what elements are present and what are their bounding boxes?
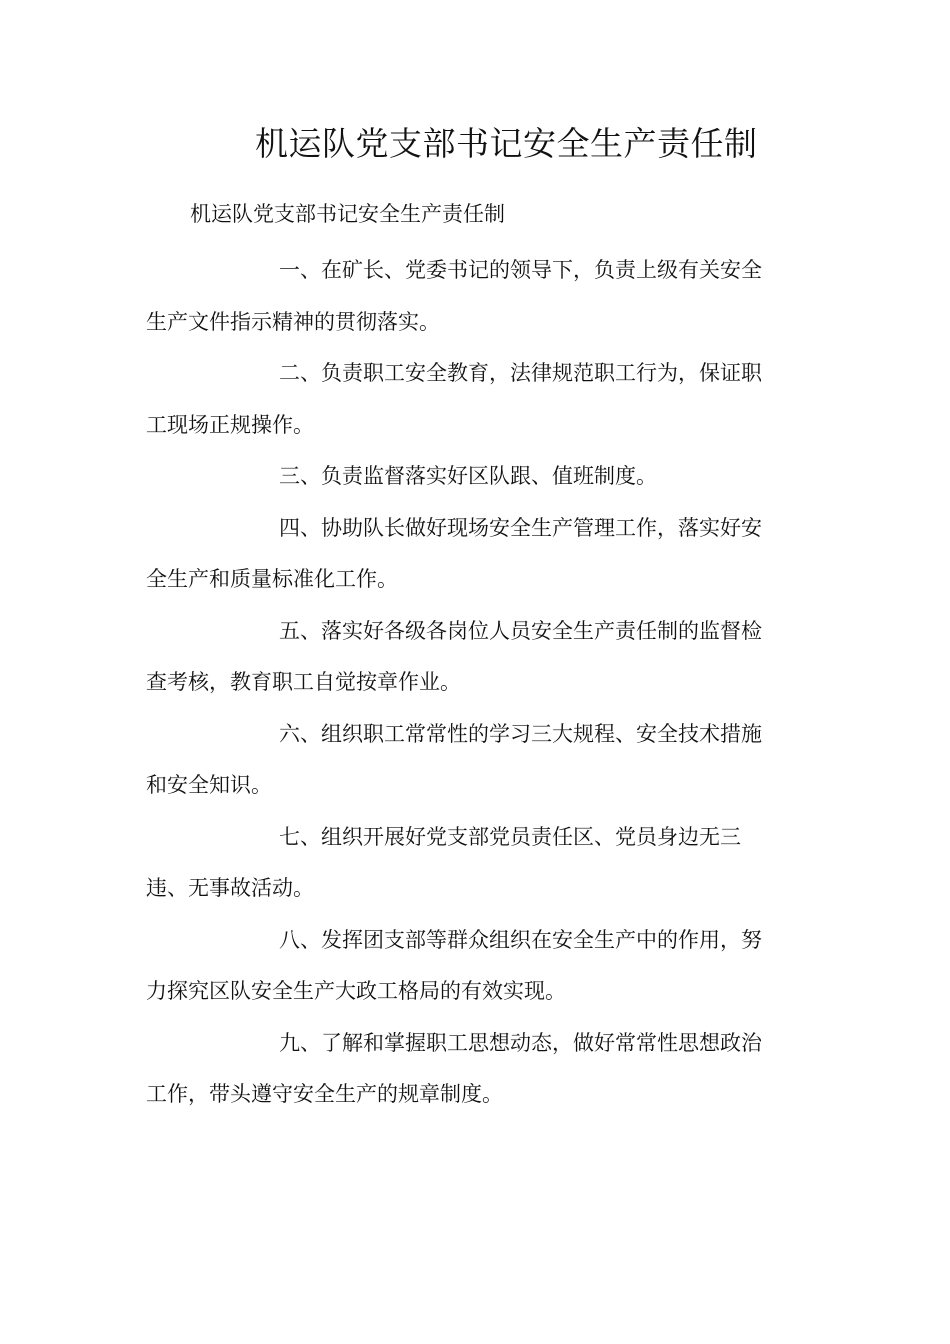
- document-title: 机运队党支部书记安全生产责任制: [255, 124, 758, 163]
- clause-list: [146, 245, 796, 1121]
- clause-item: [146, 709, 796, 812]
- clause-continuation-line: 违、无事故活动。: [146, 876, 314, 900]
- clause-item: [146, 812, 796, 915]
- clause-first-line: 九、了解和掌握职工思想动态，做好常常性思想政治: [279, 1030, 762, 1055]
- clause-item: [146, 606, 796, 709]
- clause-continuation-line: 查考核，教育职工自觉按章作业。: [146, 670, 461, 694]
- clause-continuation-line: 和安全知识。: [146, 773, 272, 797]
- clause-first-line: 五、落实好各级各岗位人员安全生产责任制的监督检: [279, 618, 762, 643]
- document-subtitle: 机运队党支部书记安全生产责任制: [190, 202, 505, 226]
- clause-first-line: 三、负责监督落实好区队跟、值班制度。: [279, 464, 657, 488]
- clause-continuation-line: 工现场正规操作。: [146, 412, 314, 437]
- clause-continuation-line: 力探究区队安全生产大政工格局的有效实现。: [146, 979, 566, 1003]
- clause-first-line: 四、协助队长做好现场安全生产管理工作，落实好安: [279, 515, 762, 540]
- clause-first-line: 七、组织开展好党支部党员责任区、党员身边无三: [279, 824, 741, 849]
- clause-continuation-line: 工作，带头遵守安全生产的规章制度。: [146, 1082, 503, 1106]
- clause-item: [146, 245, 796, 348]
- clause-item: [146, 451, 796, 503]
- clause-item: [146, 348, 796, 451]
- clause-first-line: 六、组织职工常常性的学习三大规程、安全技术措施: [279, 721, 762, 746]
- clause-item: [146, 503, 796, 606]
- clause-first-line: 二、负责职工安全教育，法律规范职工行为，保证职: [279, 361, 762, 385]
- clause-first-line: 八、发挥团支部等群众组织在安全生产中的作用，努: [279, 927, 762, 952]
- clause-item: [146, 915, 796, 1018]
- clause-item: [146, 1018, 796, 1121]
- clause-continuation-line: 全生产和质量标准化工作。: [146, 567, 398, 591]
- clause-continuation-line: 生产文件指示精神的贯彻落实。: [146, 309, 440, 334]
- clause-first-line: 一、在矿长、党委书记的领导下，负责上级有关安全: [279, 258, 762, 282]
